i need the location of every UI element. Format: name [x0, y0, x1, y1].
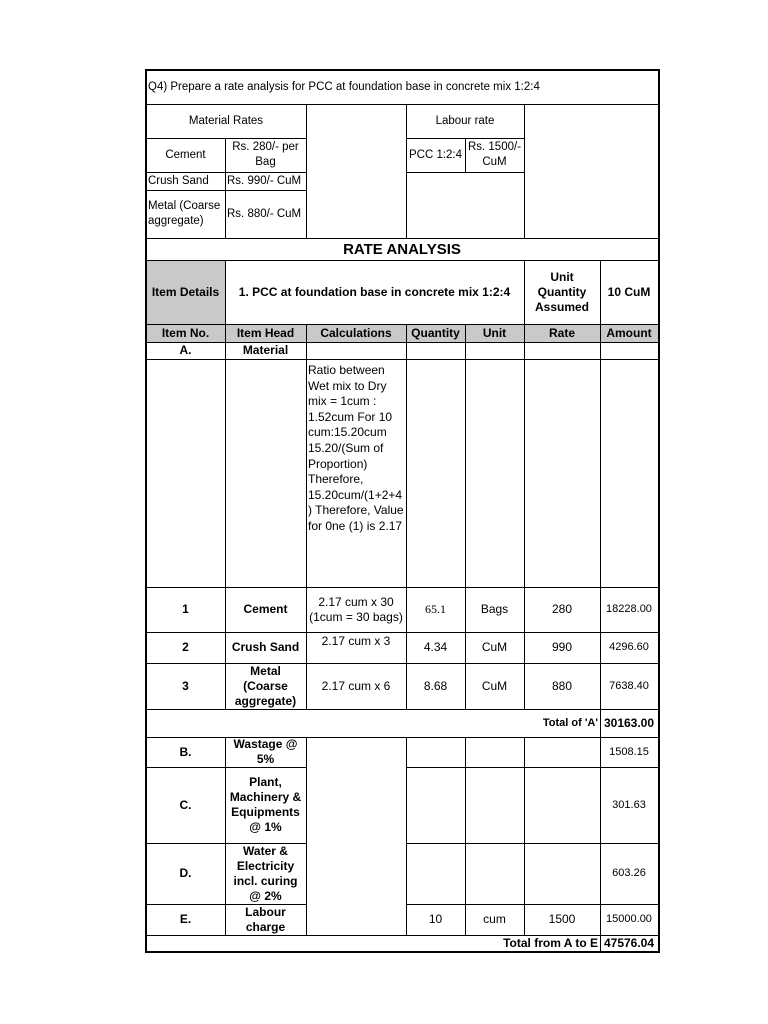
extra-b-no: B. [179, 744, 192, 759]
material-row-3-head: Metal (Coarse aggregate) [234, 663, 297, 708]
material-row-1-amount: 18228.00 [606, 603, 652, 615]
material-sand-rate: Rs. 990/- CuM [227, 174, 302, 187]
grid-line [146, 767, 306, 768]
material-cement-rate: Rs. 280/- per Bag [232, 141, 299, 168]
extra-c-amount: 301.63 [612, 798, 646, 811]
material-row-1-unit: Bags [480, 602, 509, 616]
material-sand-label: Crush Sand [148, 174, 209, 187]
grid-line [406, 843, 658, 844]
grid-line [146, 935, 658, 936]
grid-line [146, 190, 306, 191]
col-header-unit: Unit [465, 324, 524, 342]
col-header-rate: Rate [524, 324, 600, 342]
grid-line [146, 342, 658, 343]
grid-line [146, 104, 658, 105]
material-row-2-rate: 990 [551, 640, 573, 654]
grid-line [306, 737, 307, 935]
grid-line [600, 709, 601, 951]
grid-line [406, 737, 407, 935]
grid-line [406, 324, 407, 709]
grid-line [146, 709, 658, 710]
page-title: RATE ANALYSIS [343, 240, 461, 258]
extra-e-rate: 1500 [548, 912, 576, 926]
labour-item-rate: Rs. 1500/- CuM [467, 141, 522, 168]
material-row-2-no: 2 [182, 640, 189, 654]
material-row-2-unit: CuM [481, 640, 508, 654]
grid-line [465, 324, 466, 709]
material-row-2-head: Crush Sand [231, 640, 300, 654]
material-row-3-calc: 2.17 cum x 6 [321, 678, 391, 693]
col-header-item-head: Item Head [225, 324, 306, 342]
section-a-head: Material [242, 343, 289, 357]
material-row-1-head: Cement [243, 602, 288, 616]
grid-line [406, 104, 407, 238]
labour-item-label: PCC 1:2:4 [408, 148, 463, 161]
calculation-note: Ratio between Wet mix to Dry mix = 1cum : 1.52cum For 10 cum:15.20cum 15.20/(Sum of Proportion) Therefore, 15.20cum/(1+2+4 ) Therefore, Value for 0ne (1) is 2.17 [308, 363, 404, 533]
grid-line [225, 324, 226, 709]
extra-d-no: D. [179, 866, 192, 880]
question-text: Q4) Prepare a rate analysis for PCC at foundation base in concrete mix 1:2:4 [148, 80, 540, 93]
grid-line [146, 587, 658, 588]
grid-line [146, 260, 658, 261]
grid-line [306, 104, 307, 238]
material-row-1-rate: 280 [551, 602, 573, 616]
col-header-amount: Amount [600, 324, 658, 342]
extra-e-no: E. [179, 912, 192, 926]
frame-bottom [145, 951, 659, 953]
item-details-description: 1. PCC at foundation base in concrete mix 1:2:4 [238, 284, 511, 299]
extra-b-amount: 1508.15 [609, 745, 649, 758]
total-a-value: 30163.00 [603, 715, 655, 730]
grid-line [146, 172, 306, 173]
extra-d-head: Water & Electricity incl. curing @ 2% [233, 843, 298, 903]
extra-b-head: Wastage @ 5% [233, 737, 298, 766]
grid-line [524, 260, 525, 324]
frame-right [658, 69, 660, 953]
grid-line [406, 767, 658, 768]
unit-quantity-label: Unit Quantity Assumed [534, 269, 590, 314]
extra-e-qty: 10 [428, 912, 443, 926]
material-row-2-amount: 4296.60 [609, 641, 649, 653]
grid-line [600, 324, 601, 709]
col-header-quantity: Quantity [406, 324, 465, 342]
labour-rate-header: Labour rate [435, 114, 495, 127]
extra-e-unit: cum [483, 912, 506, 926]
col-header-calculations: Calculations [306, 324, 406, 342]
grid-line [306, 324, 307, 709]
grid-line [146, 843, 306, 844]
item-details-label: Item Details [146, 260, 225, 324]
material-row-3-qty: 8.68 [423, 678, 448, 693]
grid-line [225, 260, 226, 324]
material-row-3-rate: 880 [551, 678, 573, 693]
material-row-1-no: 1 [182, 602, 189, 616]
grid-line [406, 904, 658, 905]
grid-line [406, 172, 524, 173]
unit-quantity-value: 10 CuM [607, 284, 651, 299]
grid-line [465, 138, 466, 172]
grand-total-label: Total from A to E [503, 935, 598, 950]
material-row-3-amount: 7638.40 [609, 679, 649, 692]
total-a-label: Total of 'A' [542, 716, 598, 729]
grid-line [225, 138, 226, 238]
material-row-2-calc: 2.17 cum x 3 [321, 634, 391, 648]
extra-e-amount: 15000.00 [606, 913, 652, 925]
frame-top [145, 69, 659, 71]
grid-line [146, 632, 658, 633]
grid-line [524, 737, 525, 935]
grid-line [146, 359, 658, 360]
material-row-2-qty: 4.34 [423, 640, 448, 654]
material-metal-rate: Rs. 880/- CuM [227, 207, 302, 220]
material-row-1-qty: 65.1 [425, 602, 446, 616]
col-header-item-no: Item No. [146, 324, 225, 342]
material-row-3-unit: CuM [481, 678, 508, 693]
grid-line [146, 737, 658, 738]
grid-line [225, 737, 226, 935]
grid-line [146, 663, 658, 664]
extra-d-amount: 603.26 [612, 867, 646, 879]
grid-line [146, 238, 658, 239]
grid-line [524, 324, 525, 709]
material-row-3-no: 3 [182, 678, 189, 693]
grid-line [146, 324, 658, 325]
grid-line [146, 904, 306, 905]
material-metal-label: Metal (Coarse aggregate) [148, 200, 221, 227]
material-row-1-calc: 2.17 cum x 30 (1cum = 30 bags) [309, 594, 403, 624]
extra-c-head: Plant, Machinery & Equipments @ 1% [229, 775, 302, 834]
grid-line [600, 260, 601, 324]
grid-line [465, 737, 466, 935]
grid-line [524, 104, 525, 238]
extra-e-head: Labour charge [245, 904, 286, 934]
grand-total-value: 47576.04 [603, 935, 655, 950]
section-a-no: A. [179, 343, 192, 357]
frame-left [145, 69, 147, 953]
material-cement-label: Cement [165, 148, 206, 161]
material-rates-header: Material Rates [188, 114, 264, 127]
grid-line [146, 138, 306, 139]
extra-c-no: C. [179, 797, 192, 812]
